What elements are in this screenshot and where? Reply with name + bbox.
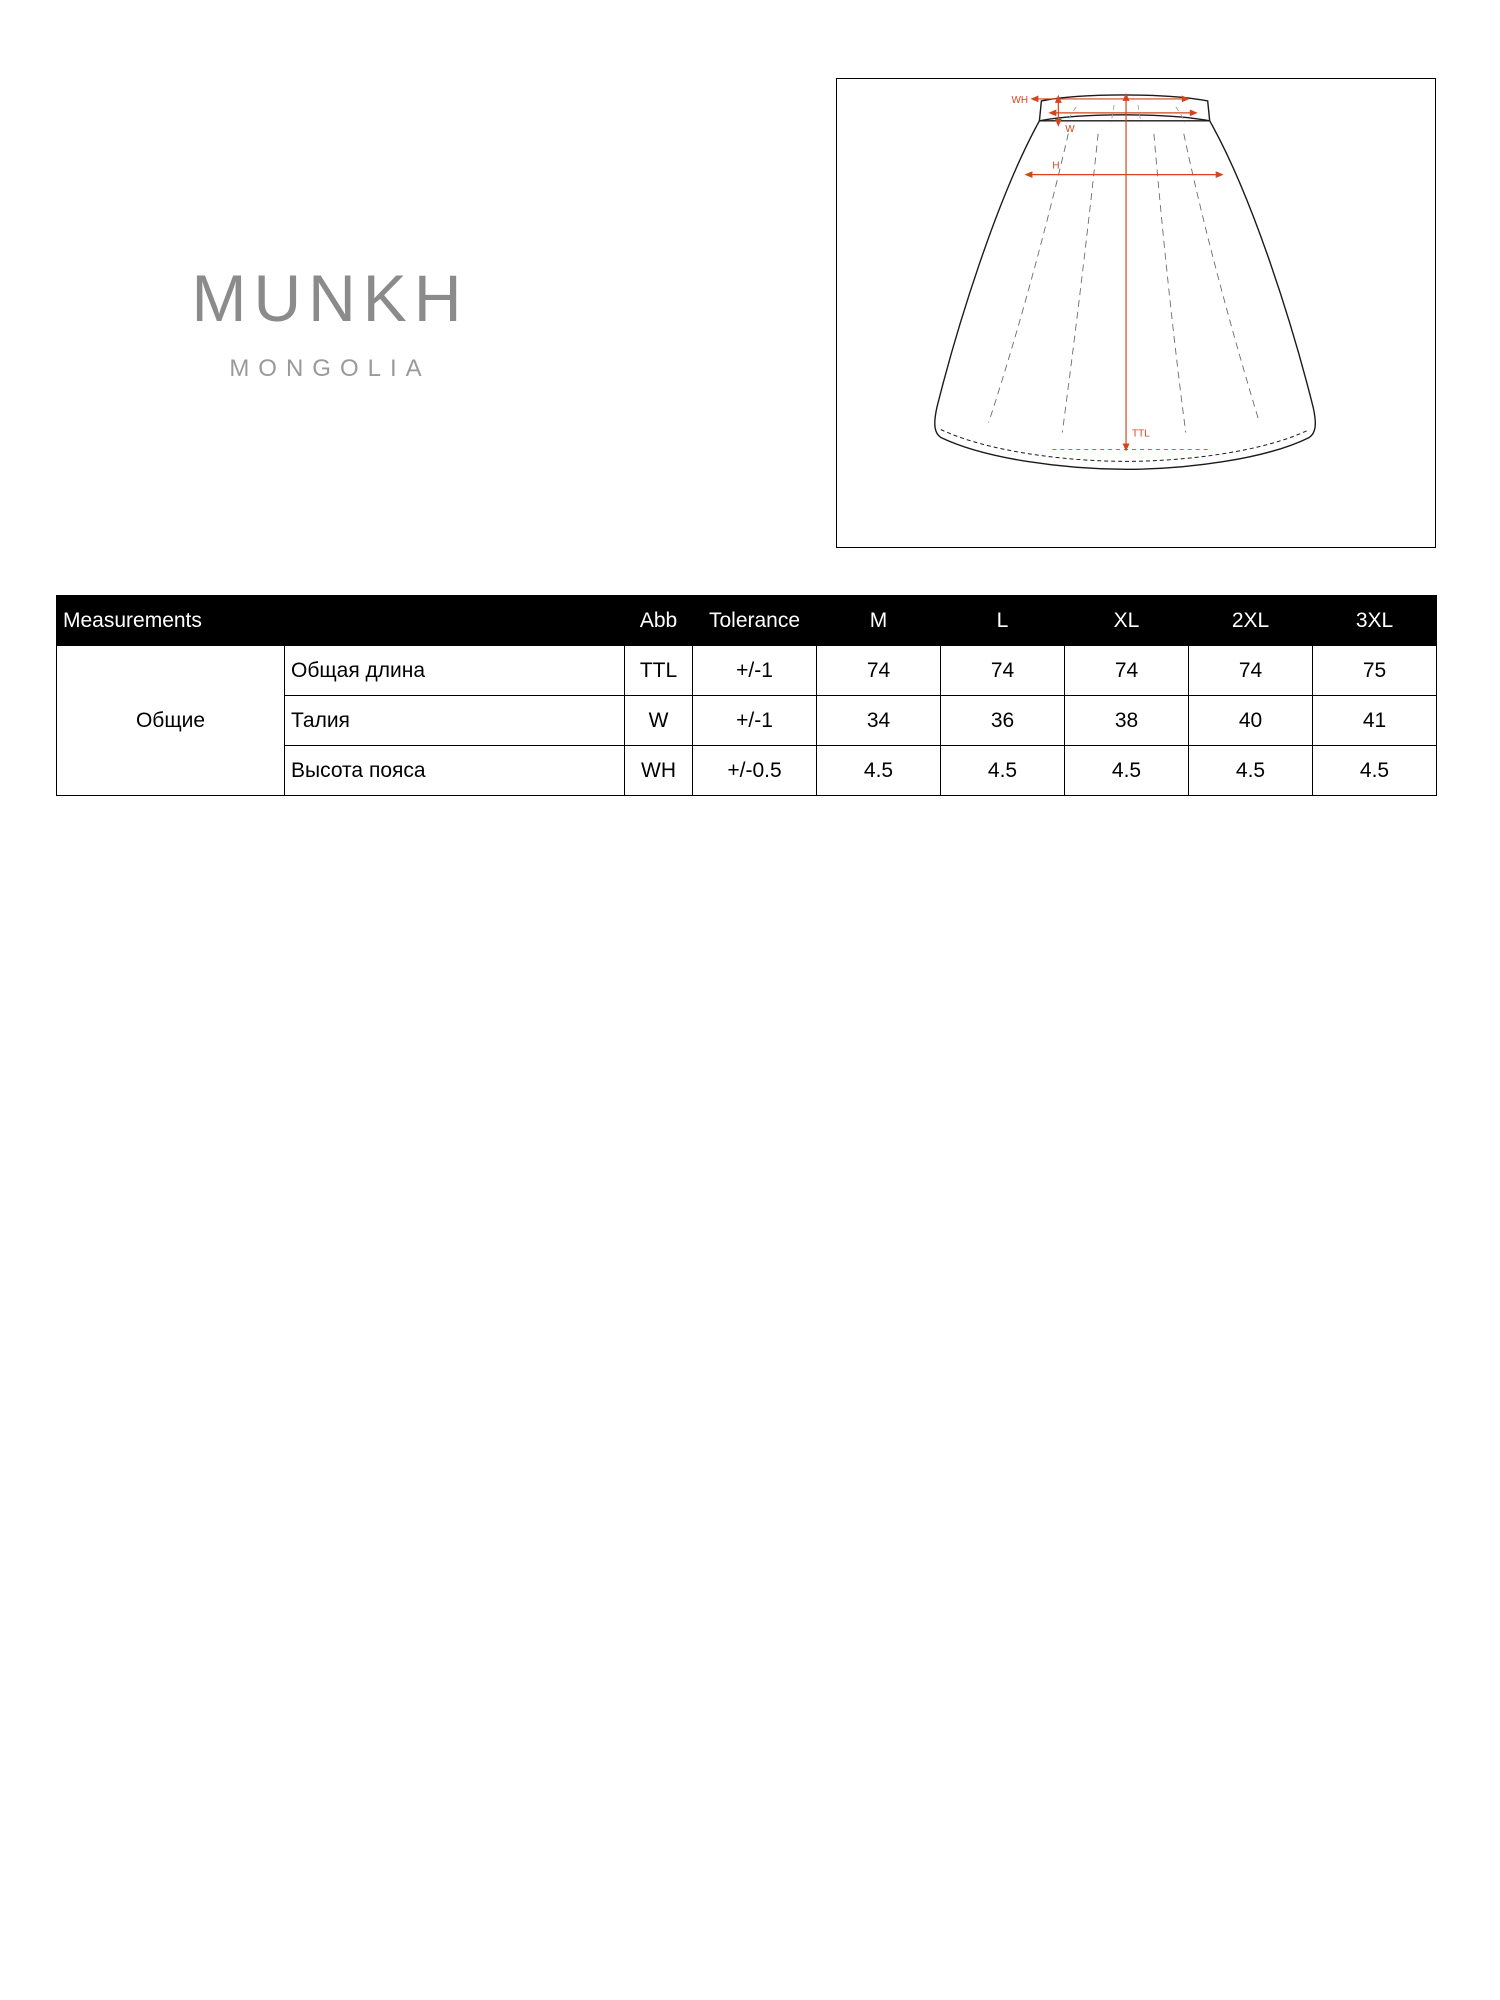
header-size-l: L (941, 596, 1065, 646)
brand-block (140, 261, 520, 383)
row-abb: W (625, 696, 693, 746)
table-header-row (57, 596, 1437, 646)
row-value-3xl: 75 (1313, 646, 1437, 696)
measurements-table (56, 595, 1437, 796)
row-abb: WH (625, 746, 693, 796)
row-value-2xl: 40 (1189, 696, 1313, 746)
skirt-technical-drawing (837, 79, 1435, 547)
label-w: W (1065, 123, 1075, 135)
row-value-xl: 38 (1065, 696, 1189, 746)
row-name: Высота пояса (285, 746, 625, 796)
header-measurements: Measurements (57, 596, 625, 646)
row-abb: TTL (625, 646, 693, 696)
header-size-2xl: 2XL (1189, 596, 1313, 646)
row-value-l: 4.5 (941, 746, 1065, 796)
row-value-m: 4.5 (817, 746, 941, 796)
header-size-m: M (817, 596, 941, 646)
row-name: Общая длина (285, 646, 625, 696)
row-value-xl: 74 (1065, 646, 1189, 696)
brand-subtitle: MONGOLIA (229, 355, 431, 382)
brand-name: MUNKH (191, 261, 469, 335)
technical-drawing-frame (836, 78, 1436, 548)
row-value-3xl: 41 (1313, 696, 1437, 746)
row-value-m: 74 (817, 646, 941, 696)
header-tolerance: Tolerance (693, 596, 817, 646)
row-tolerance: +/-0.5 (693, 746, 817, 796)
row-tolerance: +/-1 (693, 696, 817, 746)
label-ttl: TTL (1132, 428, 1150, 440)
row-tolerance: +/-1 (693, 646, 817, 696)
row-value-3xl: 4.5 (1313, 746, 1437, 796)
row-value-2xl: 74 (1189, 646, 1313, 696)
group-label-cell: Общие (57, 646, 285, 796)
row-value-m: 34 (817, 696, 941, 746)
header-abb: Abb (625, 596, 693, 646)
row-value-l: 36 (941, 696, 1065, 746)
row-value-l: 74 (941, 646, 1065, 696)
row-value-xl: 4.5 (1065, 746, 1189, 796)
label-h: H (1052, 160, 1060, 172)
row-value-2xl: 4.5 (1189, 746, 1313, 796)
row-name: Талия (285, 696, 625, 746)
table-row (57, 646, 1437, 696)
header-size-3xl: 3XL (1313, 596, 1437, 646)
header-size-xl: XL (1065, 596, 1189, 646)
label-wh: WH (1011, 94, 1029, 106)
